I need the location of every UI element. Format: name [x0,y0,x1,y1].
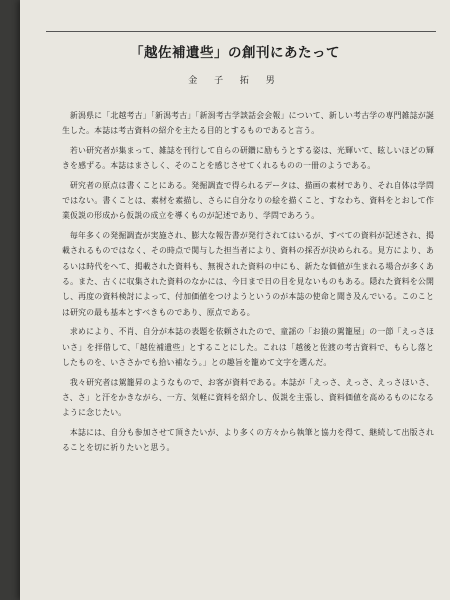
article-body [62,108,434,456]
paragraph: 毎年多くの発掘調査が実施され、膨大な報告書が発行されてはいるが、すべての資料が記述され、掲載されるものではなく、その時点で関与した担当者により、資料の採否が決められる。見方により、あるいは時代をへて、掲載された資料も、無視された資料の中にも、新たな価値が生まれる場合が多くある。また、古くに収集された資料のなかには、今日まで日の目を見ないものもある。隠れた資料を公開し、再度の資料検討によって、付加価値をつけようというのが本誌の使命と聞き及んでいる。このことは研究の最も基本とすべきものであり、原点である。 [62,230,434,317]
paragraph: 研究者の原点は書くことにある。発掘調査で得られるデータは、描画の素材であり、それ自体は学問ではない。書くことは、素材を素描し、さらに自分なりの絵を描くこと、すなわち、資料をとおして作業仮説の形成から仮説の成立を導くものが記述であり、学問であろう。 [62,180,434,221]
article-title: 「越佐補遺些」の創刊にあたって [130,45,340,61]
paragraph: 本誌には、自分も参加させて頂きたいが、より多くの方々から執筆と協力を得て、継続して出版されることを切に祈りたいと思う。 [62,427,434,453]
header-rule [46,31,436,32]
book-page [20,0,450,600]
author-name: 金 子 拓 男 [188,76,282,86]
paragraph: 求めにより、不肖、自分が本誌の表題を依頼されたので、童謡の「お猿の駕籠屋」の一節「えっさほいさ」を拝借して、「越佐補遺些」とすることにした。これは「越後と佐渡の考古資料で、もらし落としたものを、いささかでも拾い補なう。」との趣旨を籠めて文字を選んだ。 [62,327,434,368]
paragraph: 新潟県に「北越考古」「新潟考古」「新潟考古学談話会会報」について、新しい考古学の専門雑誌が誕生した。本誌は考古資料の紹介を主たる目的とするものであると言う。 [62,111,434,136]
paragraph: 我々研究者は駕籠昇のようなもので、お客が資料である。本誌が「えっさ、えっさ、えっさほいさ、さ、さ」と汗をかきながら、一方、気軽に資料を紹介し、仮説を主張し、資料価値を高めるものになるように念じたい。 [62,377,434,418]
paragraph: 若い研究者が集まって、雑誌を刊行して自らの研鑽に励もうとする姿は、光輝いて、眩しいほどの輝きを感ずる。本誌はまさしく、そのことを感じさせてくれるものの一冊のようである。 [62,145,434,171]
